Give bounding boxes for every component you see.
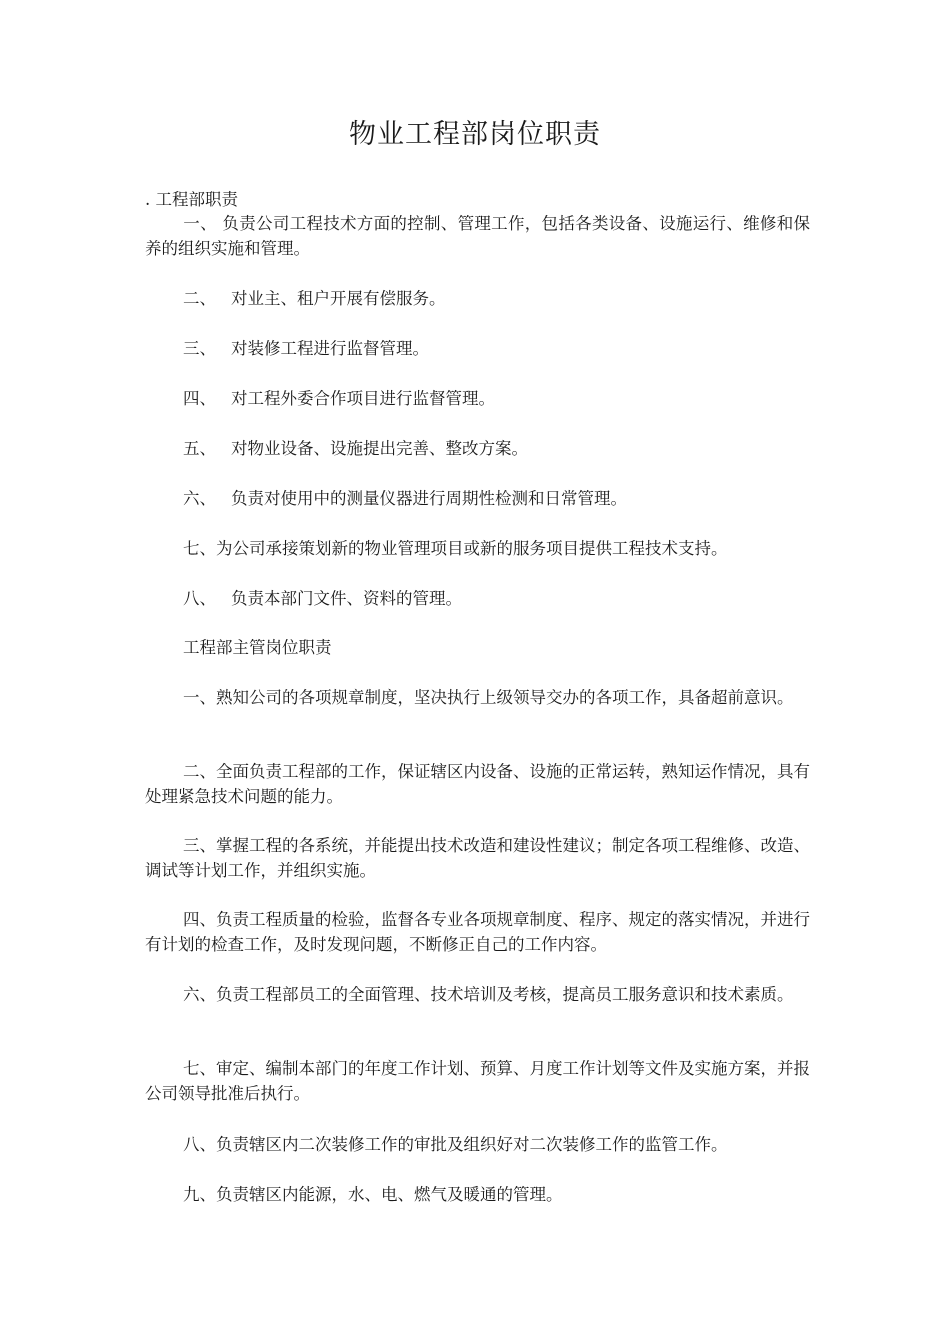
supervisor-duty-8 <box>183 1132 728 1157</box>
duty-item-4-number: 四、 <box>183 389 216 408</box>
supervisor-duty-7 <box>145 1056 810 1106</box>
supervisor-duty-2 <box>145 759 810 809</box>
supervisor-duty-2-text: 二、全面负责工程部的工作，保证辖区内设备、设施的正常运转，熟知运作情况，具有处理紧急技术问题的能力。 <box>145 762 810 806</box>
duty-item-6-text: 负责对使用中的测量仪器进行周期性检测和日常管理。 <box>231 489 627 508</box>
supervisor-duty-9 <box>183 1182 563 1207</box>
supervisor-duty-9-text: 九、负责辖区内能源，水、电、燃气及暖通的管理。 <box>183 1185 563 1204</box>
supervisor-duty-1-text: 一、熟知公司的各项规章制度，坚决执行上级领导交办的各项工作，具备超前意识。 <box>183 688 794 707</box>
supervisor-duty-1 <box>145 685 810 710</box>
document-title: 物业工程部岗位职责 <box>349 119 601 150</box>
section-heading-department: . 工程部职责 <box>145 190 238 209</box>
duty-item-2 <box>183 286 446 311</box>
duty-item-5-text: 对物业设备、设施提出完善、整改方案。 <box>231 439 528 458</box>
supervisor-duty-4-text: 四、负责工程质量的检验，监督各专业各项规章制度、程序、规定的落实情况，并进行有计划的检查工作，及时发现问题，不断修正自己的工作内容。 <box>145 910 810 954</box>
duty-item-3-number: 三、 <box>183 339 216 358</box>
supervisor-duty-8-text: 八、负责辖区内二次装修工作的审批及组织好对二次装修工作的监管工作。 <box>183 1135 728 1154</box>
duty-item-5-number: 五、 <box>183 439 216 458</box>
section-heading-supervisor: 工程部主管岗位职责 <box>183 638 332 657</box>
duty-item-1-text: 一、 负责公司工程技术方面的控制、管理工作，包括各类设备、设施运行、维修和保养的组织实施和管理。 <box>145 214 810 258</box>
supervisor-duty-3 <box>145 833 810 883</box>
supervisor-duty-6-text: 六、负责工程部员工的全面管理、技术培训及考核，提高员工服务意识和技术素质。 <box>183 985 794 1004</box>
duty-item-6-number: 六、 <box>183 489 216 508</box>
supervisor-duty-7-text: 七、审定、编制本部门的年度工作计划、预算、月度工作计划等文件及实施方案，并报公司领导批准后执行。 <box>145 1059 810 1103</box>
duty-item-4-text: 对工程外委合作项目进行监督管理。 <box>231 389 495 408</box>
duty-item-8-number: 八、 <box>183 589 216 608</box>
duty-item-8-text: 负责本部门文件、资料的管理。 <box>231 589 462 608</box>
duty-item-3 <box>183 336 429 361</box>
duty-item-2-text: 对业主、租户开展有偿服务。 <box>231 289 446 308</box>
supervisor-duty-3-text: 三、掌握工程的各系统，并能提出技术改造和建设性建议；制定各项工程维修、改造、调试等计划工作，并组织实施。 <box>145 836 810 880</box>
duty-item-8 <box>183 586 462 611</box>
supervisor-duty-6 <box>145 982 810 1007</box>
supervisor-duty-4 <box>145 907 810 957</box>
duty-item-7 <box>183 536 728 561</box>
duty-item-5 <box>183 436 528 461</box>
duty-item-1 <box>145 211 810 261</box>
duty-item-6 <box>183 486 627 511</box>
duty-item-4 <box>183 386 495 411</box>
duty-item-2-number: 二、 <box>183 289 216 308</box>
duty-item-3-text: 对装修工程进行监督管理。 <box>231 339 429 358</box>
duty-item-7-text: 七、为公司承接策划新的物业管理项目或新的服务项目提供工程技术支持。 <box>183 539 728 558</box>
